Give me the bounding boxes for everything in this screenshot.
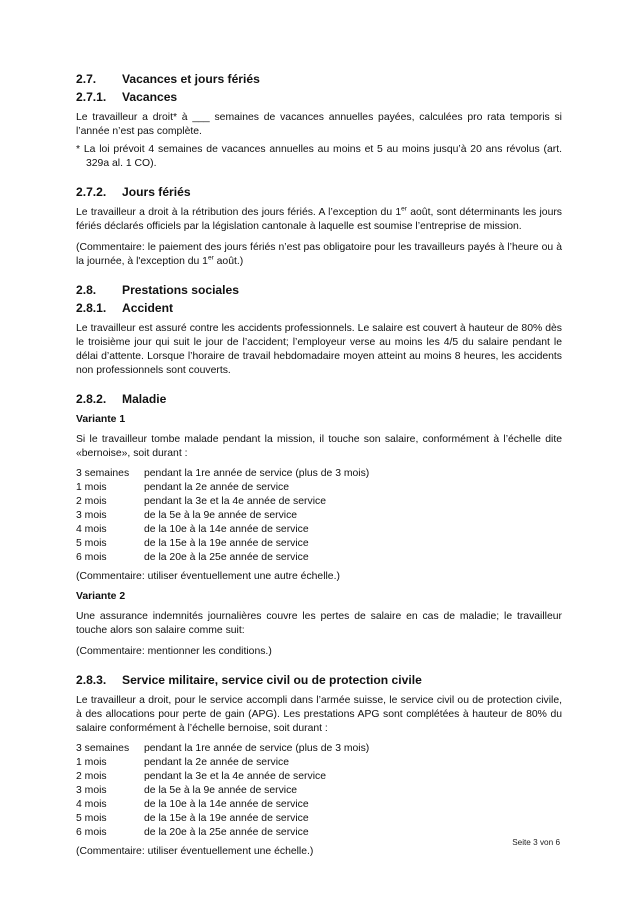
service-militaire-comment: (Commentaire: utiliser éventuellement une échelle.) [76, 846, 314, 857]
duration: 1 mois [76, 482, 107, 493]
duration-description: de la 20e à la 25e année de service [144, 827, 309, 838]
variant-1-label: Variante 1 [76, 414, 126, 425]
duration-description: de la 15e à la 19e année de service [144, 538, 309, 549]
duration-description: pendant la 1re année de service (plus de 3 mois) [144, 468, 370, 479]
section-heading-2-7 [76, 72, 562, 87]
list-item [76, 467, 562, 481]
list-item [76, 770, 562, 784]
section-title: Jours fériés [122, 185, 191, 199]
section-heading-2-8-1 [76, 301, 562, 316]
duration-description: de la 5e à la 9e année de service [144, 510, 298, 521]
duration: 6 mois [76, 827, 107, 838]
duration-description: pendant la 2e année de service [144, 482, 290, 493]
duration-description: de la 10e à la 14e année de service [144, 524, 309, 535]
duration-description: de la 10e à la 14e année de service [144, 799, 309, 810]
section-heading-2-8-2 [76, 392, 562, 407]
list-item [76, 481, 562, 495]
text-run: Le travailleur a droit à la rétribution des jours fériés. A l’exception du 1 [76, 207, 402, 218]
section-number: 2.7.2. [76, 185, 107, 199]
text-run: août, sont déterminants les jours fériés déclarés officiels par la législation cantonale à laquelle est soumise l’entreprise de mission. [76, 207, 562, 232]
list-item [76, 826, 562, 840]
duration-description: de la 5e à la 9e année de service [144, 785, 298, 796]
duration: 3 mois [76, 510, 107, 521]
jours-feries-paragraph [76, 206, 562, 234]
duration: 3 semaines [76, 743, 130, 754]
superscript: er [207, 254, 214, 262]
page-number: Seite 3 von 6 [512, 838, 560, 847]
duration: 3 mois [76, 785, 107, 796]
duration-description: pendant la 2e année de service [144, 757, 290, 768]
superscript: er [401, 205, 407, 213]
duration-description: de la 15e à la 19e année de service [144, 813, 309, 824]
vacances-paragraph: Le travailleur a droit* à ___ semaines de vacances annuelles payées, calculées pro rata temporis si l’année n’est pas complète. [76, 112, 562, 137]
duration: 3 semaines [76, 468, 130, 479]
duration: 6 mois [76, 552, 107, 563]
duration: 4 mois [76, 524, 107, 535]
section-number: 2.7. [76, 72, 97, 86]
list-item [76, 742, 562, 756]
duration-description: de la 20e à la 25e année de service [144, 552, 309, 563]
variant-2-label: Variante 2 [76, 591, 126, 602]
maladie-variant-2-paragraph: Une assurance indemnités journalières couvre les pertes de salaire en cas de maladie; le travailleur touche alors son salaire comme suit: [76, 611, 562, 636]
section-title: Prestations sociales [122, 283, 239, 297]
maladie-variant-1-comment: (Commentaire: utiliser éventuellement une autre échelle.) [76, 571, 340, 582]
text-run: août.) [213, 256, 244, 267]
section-title: Service militaire, service civil ou de protection civile [122, 673, 422, 687]
section-heading-2-8-3 [76, 673, 562, 688]
list-item [76, 523, 562, 537]
duration: 1 mois [76, 757, 107, 768]
section-number: 2.7.1. [76, 90, 107, 104]
section-title: Maladie [122, 392, 167, 406]
duration: 5 mois [76, 813, 107, 824]
accident-paragraph: Le travailleur est assuré contre les accidents professionnels. Le salaire est couvert à hauteur de 80% dès le troisième jour qui suit le jour de l’accident; l’employeur verse au moins les 4/5 du salaire pendant le délai d’attente. Lorsque l’horaire de travail hebdomadaire moyen atteint au moins 8 heures, les accidents non professionnels sont couverts. [76, 323, 562, 376]
section-heading-2-7-2 [76, 185, 562, 200]
section-title: Vacances et jours fériés [122, 72, 260, 86]
maladie-variant-2-comment: (Commentaire: mentionner les conditions.) [76, 646, 272, 657]
section-number: 2.8.3. [76, 673, 107, 687]
vacances-footnote: * La loi prévoit 4 semaines de vacances annuelles au moins et 5 au moins jusqu’à 20 ans révolus (art. 329a al. 1 CO). [76, 144, 562, 169]
duration-description: pendant la 3e et la 4e année de service [144, 771, 326, 782]
section-heading-2-7-1 [76, 90, 562, 105]
service-militaire-paragraph: Le travailleur a droit, pour le service accompli dans l’armée suisse, le service civil ou de protection civile, à des allocations pour perte de gain (APG). Les prestations APG sont complétées à hauteur de 80% du salaire conformément à l’échelle bernoise, soit durant : [76, 695, 562, 734]
list-item [76, 756, 562, 770]
duration: 2 mois [76, 496, 107, 507]
section-heading-2-8 [76, 283, 562, 298]
list-item [76, 537, 562, 551]
list-item [76, 509, 562, 523]
list-item [76, 495, 562, 509]
duration-description: pendant la 3e et la 4e année de service [144, 496, 326, 507]
maladie-variant-1-paragraph: Si le travailleur tombe malade pendant la mission, il touche son salaire, conformément à l’échelle dite «bernoise», soit durant : [76, 434, 562, 459]
list-item [76, 784, 562, 798]
jours-feries-comment [76, 241, 562, 269]
maladie-duration-list [76, 467, 562, 565]
list-item [76, 812, 562, 826]
service-duration-list [76, 742, 562, 840]
text-run: (Commentaire: le paiement des jours fériés n’est pas obligatoire pour les travailleurs payés à l’heure ou à la journée, à l'exception du 1 [76, 242, 562, 267]
section-title: Vacances [122, 90, 178, 104]
section-title: Accident [122, 301, 174, 315]
list-item [76, 798, 562, 812]
section-number: 2.8.1. [76, 301, 107, 315]
duration: 2 mois [76, 771, 107, 782]
duration-description: pendant la 1re année de service (plus de 3 mois) [144, 743, 370, 754]
duration: 5 mois [76, 538, 107, 549]
page-content [76, 72, 562, 859]
section-number: 2.8. [76, 283, 97, 297]
section-number: 2.8.2. [76, 392, 107, 406]
list-item [76, 551, 562, 565]
duration: 4 mois [76, 799, 107, 810]
